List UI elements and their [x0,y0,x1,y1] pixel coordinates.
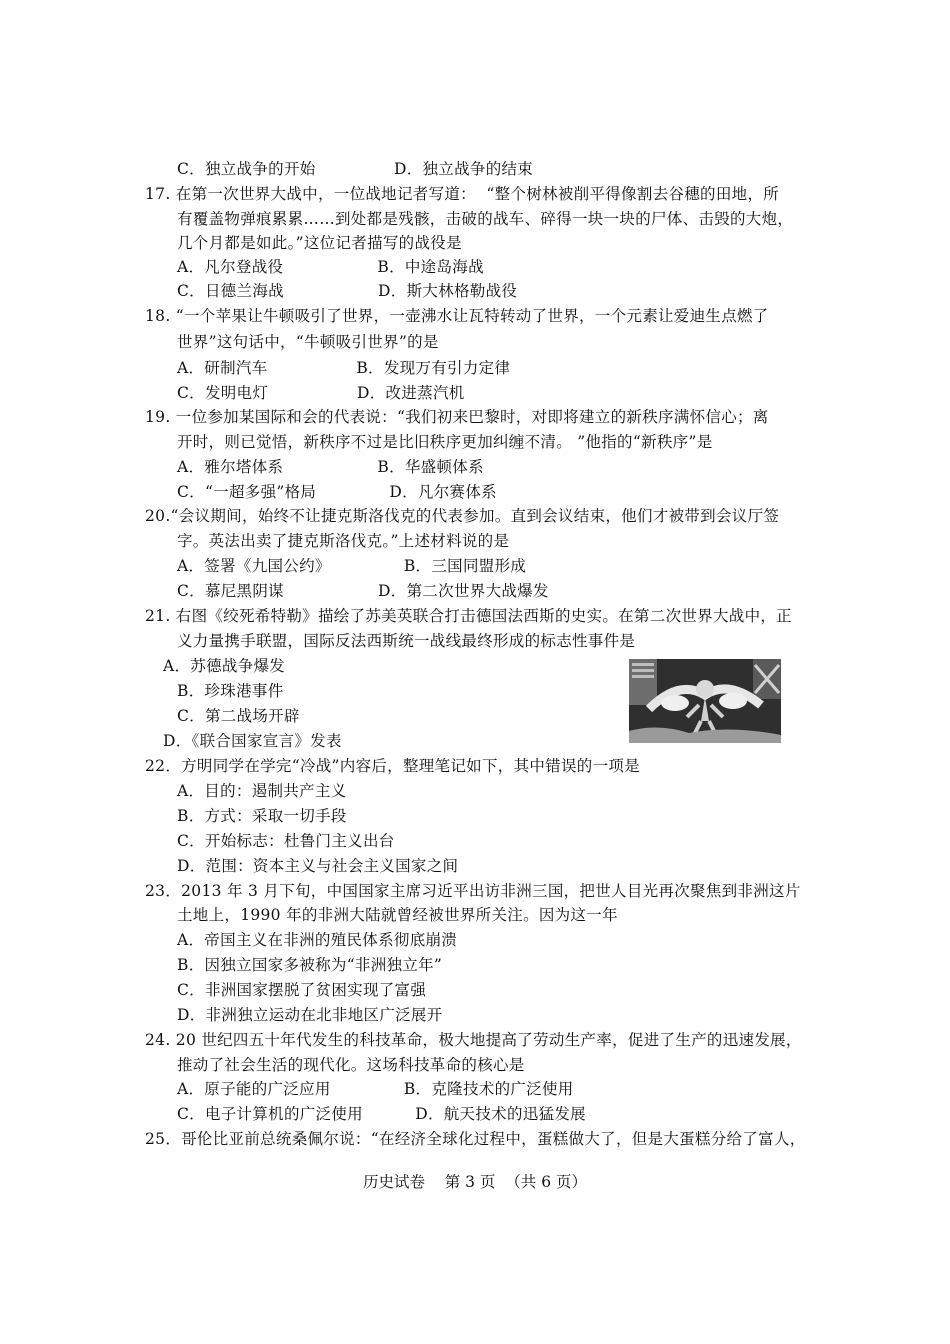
q19-options-cd: C．“一超多强”格局 D．凡尔赛体系 [177,483,497,501]
q18-options-ab: A．研制汽车 B．发现万有引力定律 [177,359,511,377]
q18-options-cd: C．发明电灯 D．改进蒸汽机 [177,384,465,402]
q21-stem-line-2: 义力量携手联盟，国际反法西斯统一战线最终形成的标志性事件是 [177,632,636,650]
q22-option-c: C．开始标志：杜鲁门主义出台 [177,832,395,850]
q17-stem-line-3: 几个月都是如此。”这位记者描写的战役是 [177,234,462,252]
q20-stem-line-2: 字。英法出卖了捷克斯洛伐克。”上述材料说的是 [177,532,510,550]
q16-options-cd: C．独立战争的开始 D．独立战争的结束 [177,160,534,178]
q21-option-b: B．珍珠港事件 [177,682,284,700]
q21-option-a: A．苏德战争爆发 [163,657,286,675]
q17-stem-line-1: 17. 在第一次世界大战中，一位战地记者写道： “整个树林被削平得像割去谷穗的田地，所 [145,185,780,203]
cartoon-illustration [629,659,781,743]
q22-stem: 22．方明同学在学完“冷战”内容后，整理笔记如下，其中错误的一项是 [145,757,640,775]
q21-option-d: D．《联合国家宣言》发表 [163,732,342,750]
q24-options-cd: C．电子计算机的广泛使用 D．航天技术的迅猛发展 [177,1105,586,1123]
hang-hitler-cartoon-image [629,659,781,743]
q20-options-ab: A．签署《九国公约》 B．三国同盟形成 [177,557,527,575]
q23-option-a: A．帝国主义在非洲的殖民体系彻底崩溃 [177,931,458,949]
q17-options-ab: A．凡尔登战役 B．中途岛海战 [177,258,484,276]
q20-options-cd: C．慕尼黑阴谋 D．第二次世界大战爆发 [177,582,549,600]
page-footer: 历史试卷 第 3 页 （共 6 页） [363,1173,587,1191]
q23-option-d: D．非洲独立运动在北非地区广泛展开 [177,1006,443,1024]
q19-stem-line-1: 19. 一位参加某国际和会的代表说：“我们初来巴黎时，对即将建立的新秩序满怀信心；离 [145,408,769,426]
q22-option-d: D．范围：资本主义与社会主义国家之间 [177,857,459,875]
q20-stem-line-1: 20.“会议期间，始终不让捷克斯洛伐克的代表参加。直到会议结束，他们才被带到会议厅签 [145,507,780,525]
q17-stem-line-2: 有覆盖物弹痕累累……到处都是残骸，击破的战车、碎得一块一块的尸体、击毁的大炮， [177,210,794,228]
q21-stem-line-1: 21. 右图《绞死希特勒》描绘了苏美英联合打击德国法西斯的史实。在第二次世界大战中，正 [145,607,792,625]
q19-options-ab: A．雅尔塔体系 B．华盛顿体系 [177,458,484,476]
q17-options-cd: C．日德兰海战 D．斯大林格勒战役 [177,282,518,300]
q23-option-c: C．非洲国家摆脱了贫困实现了富强 [177,981,427,999]
q24-stem-line-1: 24. 20 世纪四五十年代发生的科技革命，极大地提高了劳动生产率，促进了生产的迅速发展， [145,1031,802,1049]
q22-option-b: B．方式：采取一切手段 [177,807,347,825]
q24-options-ab: A．原子能的广泛应用 B．克隆技术的广泛使用 [177,1080,574,1098]
q18-stem-line-2: 世界”这句话中，“牛顿吸引世界”的是 [177,333,439,351]
q22-option-a: A．目的：遏制共产主义 [177,782,347,800]
q23-option-b: B．因独立国家多被称为“非洲独立年” [177,956,443,974]
q18-stem-line-1: 18. “一个苹果让牛顿吸引了世界，一壶沸水让瓦特转动了世界，一个元素让爱迪生点燃了 [145,307,769,325]
q25-stem-line-1: 25．哥伦比亚前总统桑佩尔说：“在经济全球化过程中，蛋糕做大了，但是大蛋糕分给了富人， [145,1130,806,1148]
q23-stem-line-2: 土地上，1990 年的非洲大陆就曾经被世界所关注。因为这一年 [177,906,618,924]
q23-stem-line-1: 23．2013 年 3 月下旬，中国国家主席习近平出访非洲三国，把世人目光再次聚焦到非洲这片 [145,882,801,900]
q21-option-c: C．第二战场开辟 [177,707,300,725]
q24-stem-line-2: 推动了社会生活的现代化。这场科技革命的核心是 [177,1056,525,1074]
q19-stem-line-2: 开时，则已觉悟，新秩序不过是比旧秩序更加纠缠不清。 ”他指的“新秩序”是 [177,433,713,451]
